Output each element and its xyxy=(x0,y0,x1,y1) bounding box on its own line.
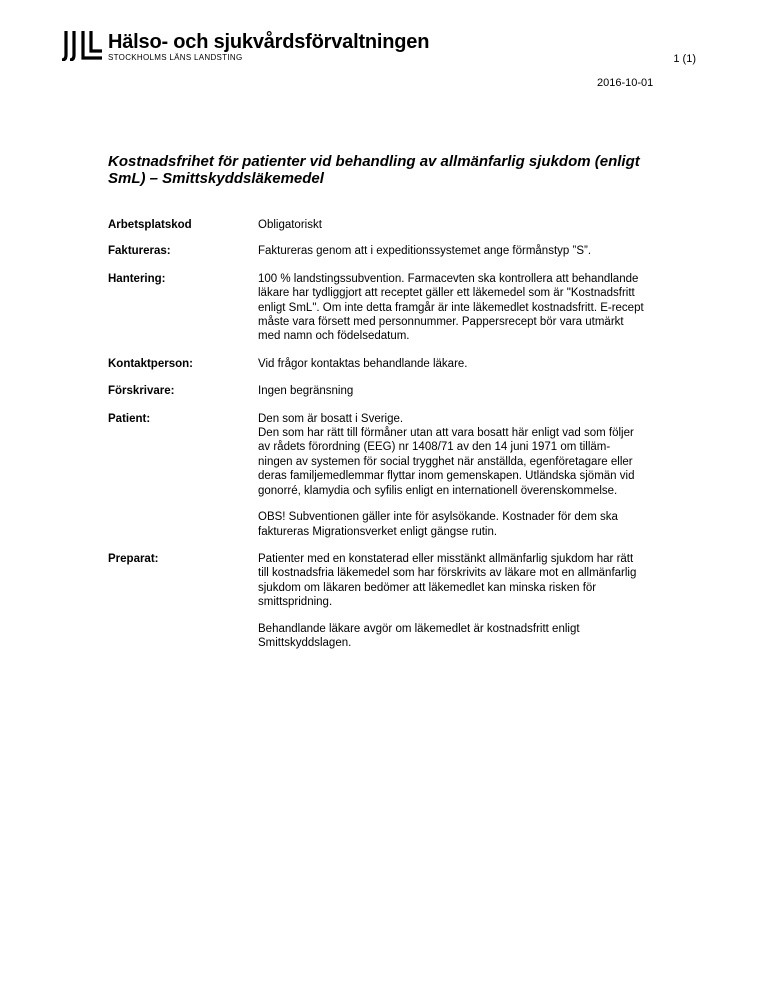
row-label: Förskrivare: xyxy=(108,385,175,398)
row-faktureras xyxy=(108,244,708,258)
row-paragraph: Patienter med en konstaterad eller misstänkt allmänfarlig sjukdom har rätt till kostnadsfria läkemedel som har förskrivits av läkare mot en allmänfarlig sjukdom om läkaren bedömer att läkemedlet kan minska risken för smittspridning. xyxy=(258,552,637,609)
row-value xyxy=(258,272,708,344)
row-paragraph: Den som är bosatt i Sverige. Den som har rätt till förmåner utan att vara bosatt här enligt vad som följer av rådets förordning (EEG) nr 1408/71 av den 14 juni 1971 om tilläm- ningen av systemen för social trygghet när anställda, egenföretagare eller deras familjemedlemmar flyttar inom gemenskapen. Utländska sjömän vid gonorré, klamydia och syfilis enligt en internationell överenskommelse. xyxy=(258,412,635,497)
row-kontaktperson xyxy=(108,357,708,371)
row-paragraph: OBS! Subventionen gäller inte för asylsökande. Kostnader för dem ska faktureras Migrationsverket enligt gängse rutin. xyxy=(258,511,618,538)
row-paragraph: Vid frågor kontaktas behandlande läkare. xyxy=(258,357,468,370)
row-patient xyxy=(108,412,708,539)
row-label: Arbetsplatskod xyxy=(108,219,192,231)
row-paragraph: Obligatoriskt xyxy=(258,219,322,231)
row-value xyxy=(258,384,708,398)
row-paragraph: Behandlande läkare avgör om läkemedlet är kostnadsfritt enligt Smittskyddslagen. xyxy=(258,622,580,649)
organization-logo xyxy=(62,31,429,63)
row-value xyxy=(258,357,708,371)
document-date: 2016-10-01 xyxy=(597,77,654,89)
row-value xyxy=(258,552,708,650)
row-paragraph: 100 % landstingssubvention. Farmacevten ska kontrollera att behandlande läkare har tydliggjort att receptet gäller ett läkemedel som är "Kostnadsfritt enligt SmL". Om inte detta framgår är inte läkemedlet kostnadsfritt. E-recept måste vara försett med personnummer. Pappersrecept bör vara utmärkt med namn och födelsedatum. xyxy=(258,272,644,343)
row-label: Faktureras: xyxy=(108,245,171,258)
row-value xyxy=(258,412,708,539)
row-label: Patient: xyxy=(108,412,151,425)
org-subtitle: STOCKHOLMS LÄNS LANDSTING xyxy=(108,53,243,62)
page-number: 1 (1) xyxy=(673,53,696,65)
row-value xyxy=(258,244,708,258)
row-preparat xyxy=(108,552,708,650)
row-hantering xyxy=(108,272,708,344)
row-arbetsplatskod xyxy=(108,218,708,232)
row-value xyxy=(258,218,708,232)
document-title: Kostnadsfrihet för patienter vid behandling av allmänfarlig sjukdom (enligt SmL) – Smittskyddsläkemedel xyxy=(108,153,640,187)
sll-logo-icon xyxy=(62,31,102,61)
row-label: Kontaktperson: xyxy=(108,357,193,370)
info-table xyxy=(108,218,708,650)
row-paragraph: Faktureras genom att i expeditionssystemet ange förmånstyp ”S”. xyxy=(258,245,592,258)
row-paragraph: Ingen begränsning xyxy=(258,385,354,398)
org-name: Hälso- och sjukvårdsförvaltningen xyxy=(108,31,430,53)
row-label: Preparat: xyxy=(108,552,159,565)
row-label: Hantering: xyxy=(108,272,166,285)
row-forskrivare xyxy=(108,384,708,398)
